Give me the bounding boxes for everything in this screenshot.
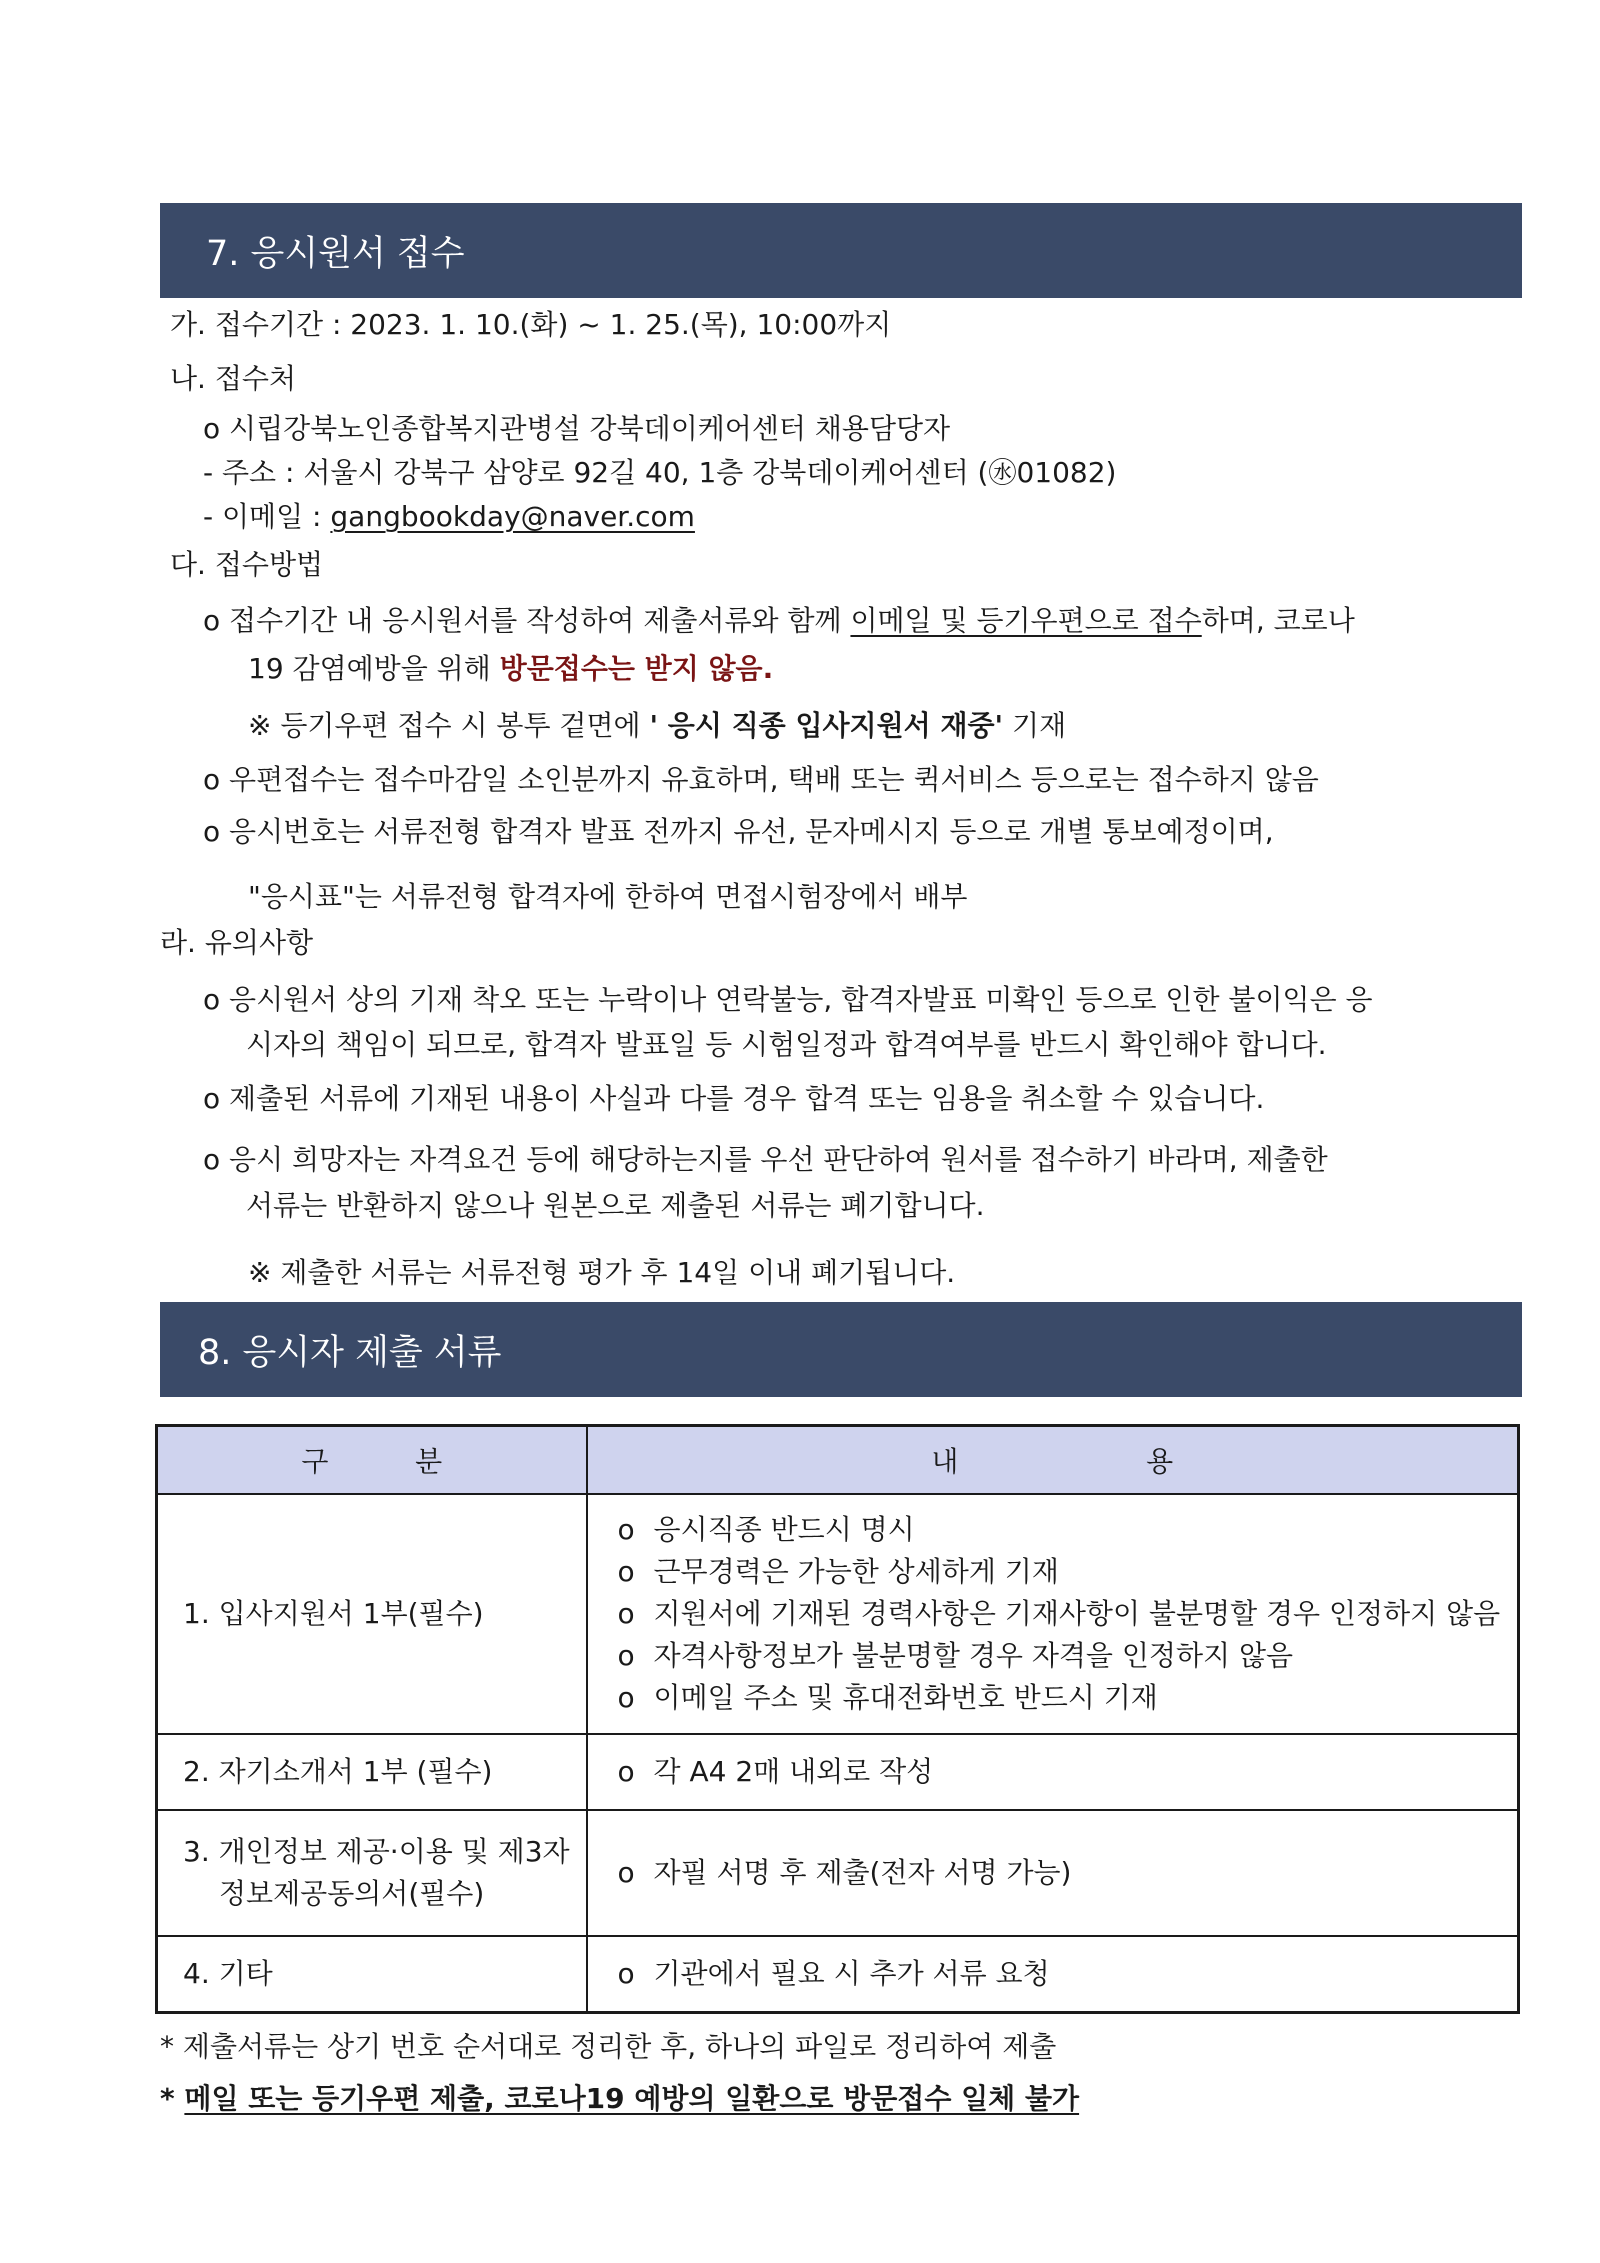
row-3-category-a: 3. 개인정보 제공·이용 및 제3자 (183, 1835, 570, 1868)
address-line: - 주소 : 서울시 강북구 삼양로 92길 40, 1층 강북데이케어센터 (㊌01082) (203, 456, 1117, 489)
method-1-tail: 하며, 코로나 (1201, 604, 1355, 637)
method-note-tail: 기재 (1003, 709, 1067, 742)
list-item: o 응시직종 반드시 명시 (618, 1509, 1518, 1551)
notice-item-1-cont: 시자의 책임이 되므로, 합격자 발표일 등 시험일정과 합격여부를 반드시 확인해야 합니다. (246, 1028, 1327, 1061)
notice-item-1: o 응시원서 상의 기재 착오 또는 누락이나 연락불능, 합격자발표 미확인 등으로 인한 불이익은 응 (203, 983, 1373, 1016)
documents-table (155, 1424, 1520, 2014)
method-item-1 (203, 604, 1355, 638)
list-item: o 이메일 주소 및 휴대전화번호 반드시 기재 (618, 1677, 1518, 1719)
table-row (157, 1936, 1519, 2012)
method-note-text: ※ 등기우편 접수 시 봉투 겉면에 (248, 709, 650, 742)
header-content-a: 내 (931, 1445, 959, 1478)
header-category (157, 1426, 587, 1495)
method-1-text: o 접수기간 내 응시원서를 작성하여 제출서류와 함께 (203, 604, 851, 637)
notice-heading: 라. 유의사항 (160, 926, 314, 959)
email-link[interactable]: gangbookday@naver.com (330, 500, 695, 533)
row-4-category: 4. 기타 (157, 1936, 587, 2012)
period-line: 가. 접수기간 : 2023. 1. 10.(화) ~ 1. 25.(목), 10:00까지 (170, 308, 892, 341)
section-8-header (160, 1302, 1522, 1397)
list-item: o 자격사항정보가 불분명할 경우 자격을 인정하지 않음 (618, 1635, 1518, 1677)
method-note-emphasis: ' 응시 직종 입사지원서 재중' (649, 709, 1004, 742)
footnote-2-star: * (160, 2082, 185, 2115)
row-2-category: 2. 자기소개서 1부 (필수) (157, 1734, 587, 1810)
email-line (203, 500, 695, 534)
method-item-2: o 우편접수는 접수마감일 소인분까지 유효하며, 택배 또는 퀵서비스 등으로는 접수하지 않음 (203, 763, 1319, 796)
header-content-b: 용 (1146, 1445, 1174, 1478)
list-item: o 자필 서명 후 제출(전자 서명 가능) (618, 1852, 1518, 1894)
no-visit-notice: 방문접수는 받지 않음. (499, 652, 774, 685)
header-category-b: 분 (415, 1445, 443, 1478)
row-2-content (587, 1734, 1519, 1810)
list-item: o 근무경력은 가능한 상세하게 기재 (618, 1551, 1518, 1593)
method-1-emphasis: 이메일 및 등기우편으로 접수 (850, 604, 1202, 637)
method-1-cont-text: 19 감염예방을 위해 (248, 652, 500, 685)
row-3-category (157, 1810, 587, 1936)
section-7-header (160, 203, 1522, 298)
notice-item-3: o 응시 희망자는 자격요건 등에 해당하는지를 우선 판단하여 원서를 접수하기 바라며, 제출한 (203, 1143, 1328, 1176)
list-item: o 각 A4 2매 내외로 작성 (618, 1751, 1518, 1793)
row-3-content (587, 1810, 1519, 1936)
place-heading: 나. 접수처 (170, 362, 296, 395)
method-heading: 다. 접수방법 (170, 548, 324, 581)
row-3-category-b: 정보제공동의서(필수) (219, 1877, 485, 1910)
table-row (157, 1810, 1519, 1936)
header-category-a: 구 (301, 1445, 329, 1478)
notice-item-2: o 제출된 서류에 기재된 내용이 사실과 다를 경우 합격 또는 임용을 취소할 수 있습니다. (203, 1082, 1265, 1115)
row-1-content (587, 1494, 1519, 1734)
method-item-1-cont (248, 652, 773, 686)
footnote-2-text: 메일 또는 등기우편 제출, 코로나19 예방의 일환으로 방문접수 일체 불가 (184, 2082, 1080, 2115)
list-item: o 기관에서 필요 시 추가 서류 요청 (618, 1953, 1518, 1995)
method-item-3-cont: "응시표"는 서류전형 합격자에 한하여 면접시험장에서 배부 (248, 880, 968, 913)
email-label: - 이메일 : (203, 500, 331, 533)
table-header-row (157, 1426, 1519, 1495)
notice-note: ※ 제출한 서류는 서류전형 평가 후 14일 이내 폐기됩니다. (248, 1256, 956, 1289)
footnote-2 (160, 2082, 1079, 2116)
row-4-content (587, 1936, 1519, 2012)
method-item-3: o 응시번호는 서류전형 합격자 발표 전까지 유선, 문자메시지 등으로 개별 통보예정이며, (203, 815, 1274, 848)
section-7-title: 7. 응시원서 접수 (206, 233, 465, 274)
row-1-category: 1. 입사지원서 1부(필수) (157, 1494, 587, 1734)
section-8-title: 8. 응시자 제출 서류 (198, 1332, 502, 1373)
place-name: o 시립강북노인종합복지관병설 강북데이케어센터 채용담당자 (203, 412, 951, 445)
table-row (157, 1494, 1519, 1734)
notice-item-3-cont: 서류는 반환하지 않으나 원본으로 제출된 서류는 폐기합니다. (246, 1189, 985, 1222)
method-note (248, 709, 1066, 743)
header-content (587, 1426, 1519, 1495)
table-row (157, 1734, 1519, 1810)
list-item: o 지원서에 기재된 경력사항은 기재사항이 불분명할 경우 인정하지 않음 (618, 1593, 1518, 1635)
footnote-1: * 제출서류는 상기 번호 순서대로 정리한 후, 하나의 파일로 정리하여 제출 (160, 2030, 1057, 2063)
